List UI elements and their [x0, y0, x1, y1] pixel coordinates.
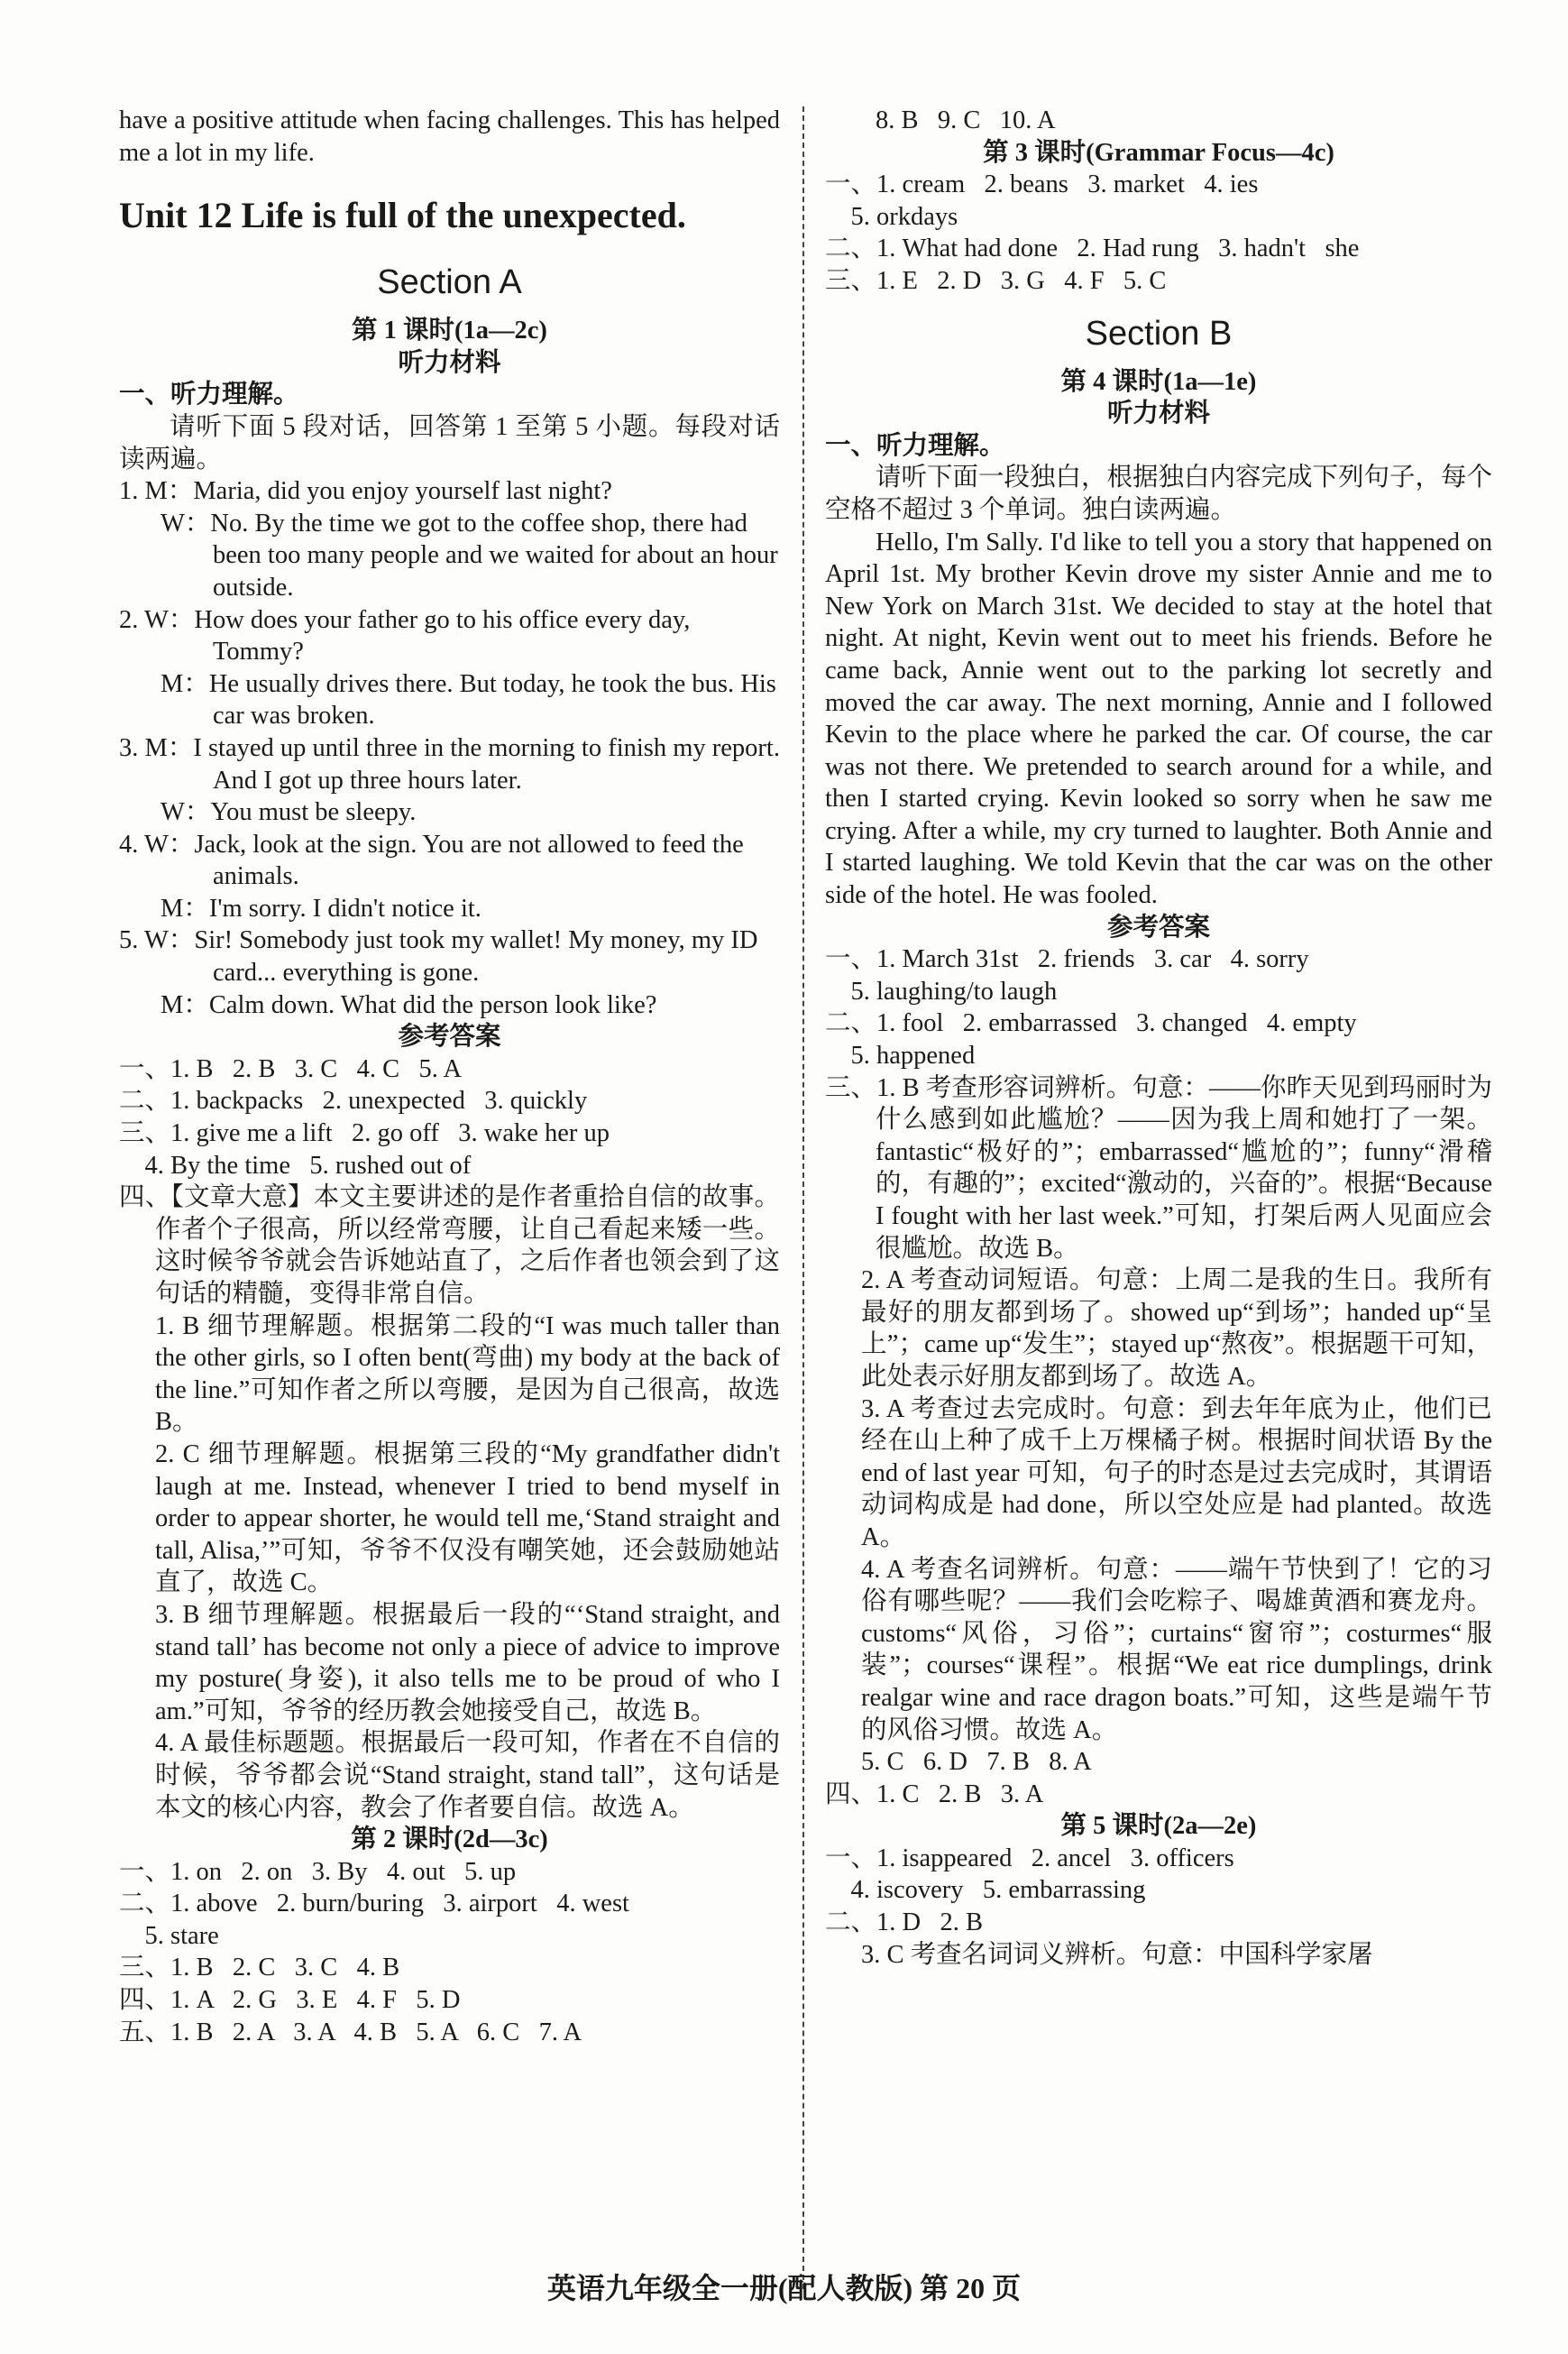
answer-row: 4. By the time 5. rushed out of: [119, 1151, 472, 1180]
answer-row: 三、1. E 2. D 3. G 4. F 5. C: [825, 266, 1167, 295]
answers-heading: 参考答案: [398, 1023, 501, 1052]
answer-row: 5. C 6. D 7. B 8. A: [861, 1748, 1092, 1777]
answer-row: 5. happened: [825, 1042, 976, 1071]
part1-heading: 一、听力理解。: [825, 431, 1005, 460]
lesson-5-title: 第 5 课时(2a—2e): [1060, 1812, 1257, 1841]
section-b-title: Section B: [1085, 314, 1233, 353]
explanation-item: 4. A 考查名词辨析。句意：——端午节快到了！它的习俗有哪些呢？——我们会吃粽子、喝雄黄酒和赛龙舟。customs“风俗，习俗”；curtains“窗帘”；costurmes“服装”；courses“课程”。根据“We eat rice dumplings, drink realgar wine and race dragon boats.”可知，这些是端午节的风俗习惯。故选 A。: [861, 1555, 1492, 1744]
answer-row: 三、1. give me a lift 2. go off 3. wake her up: [119, 1119, 610, 1148]
explanation-item: 三、1. B 考查形容词辨析。句意：——你昨天见到玛丽时为什么感到如此尴尬？——因为我上周和她打了一架。fantastic“极好的”；embarrassed“尴尬的”；funny“滑稽的，有趣的”；excited“激动的，兴奋的”。根据“Because I fought with her last week.”可知，打架后两人见面应会很尴尬。故选 B。: [825, 1073, 1492, 1263]
listening-material-heading: 听力材料: [398, 348, 501, 377]
answer-row: 一、1. cream 2. beans 3. market 4. ies: [825, 170, 1259, 199]
dialog-line: 4. W：Jack, look at the sign. You are not allowed to feed the animals.: [119, 830, 744, 891]
answer-row: 三、1. B 2. C 3. C 4. B: [119, 1954, 400, 1982]
answer-row: 五、1. B 2. A 3. A 4. B 5. A 6. C 7. A: [119, 2018, 582, 2046]
answer-row: 一、1. March 31st 2. friends 3. car 4. sorry: [825, 945, 1309, 974]
dialog-line: M：Calm down. What did the person look like?: [160, 990, 657, 1019]
intro-text: have a positive attitude when facing challenges. This has helped me a lot in my life.: [119, 106, 780, 167]
right-column: [825, 105, 1492, 1971]
lesson-3-title: 第 3 课时(Grammar Focus—4c): [983, 138, 1334, 167]
lesson-4-title: 第 4 课时(1a—1e): [1060, 367, 1257, 396]
listening-material-heading: 听力材料: [1106, 400, 1210, 428]
page-footer: 英语九年级全一册(配人教版) 第 20 页: [546, 2272, 1022, 2304]
explanation-item: 3. A 考查过去完成时。句意：到去年年底为止，他们已经在山上种了成千上万棵橘子树。根据时间状语 By the end of last year 可知，句子的时态是过去完成时，其谓语动词构成是 had done，所以空处应是 had planted。故选 A。: [861, 1394, 1492, 1551]
explanation-item: 3. B 细节理解题。根据最后一段的“‘Stand straight, and stand tall’ has become not only a piece of advice to improve my posture(身姿), it also tells me to be proud of who I am.”可知，爷爷的经历教会她接受自己，故选 B。: [155, 1600, 780, 1725]
dialog-line: 1. M：Maria, did you enjoy yourself last night?: [119, 477, 612, 506]
monologue-text: Hello, I'm Sally. I'd like to tell you a story that happened on April 1st. My brother Kevin drove my sister Annie and me to New York on March 31st. We decided to stay at the hotel that night. At night, Kevin went out to meet his friends. Before he came back, Annie went out to the parking lot secretly and moved the car away. The next morning, Annie and I followed Kevin to the place where he parked the car. Of course, the car was not there. We pretended to search around for a while, and then I started crying. Kevin looked so sorry when he saw me crying. After a while, my cry turned to laughter. Both Annie and I started laughing. We told Kevin that the car was on the other side of the hotel. He was fooled.: [825, 528, 1492, 910]
answer-row: 四、1. C 2. B 3. A: [825, 1779, 1044, 1808]
explanation-item: 1. B 细节理解题。根据第二段的“I was much taller than the other girls, so I often bent(弯曲) my body at the back of the line.”可知作者之所以弯腰，是因为自己很高，故选 B。: [155, 1311, 780, 1437]
unit-title: Unit 12 Life is full of the unexpected.: [119, 195, 686, 236]
answer-row: 4. iscovery 5. embarrassing: [825, 1876, 1146, 1905]
part1-heading: 一、听力理解。: [119, 381, 299, 409]
part1-instructions: 请听下面一段独白，根据独白内容完成下列句子，每个空格不超过 3 个单词。独白读两遍。: [825, 464, 1493, 524]
lesson-2-title: 第 2 课时(2d—3c): [351, 1825, 548, 1854]
answer-row: 5. laughing/to laugh: [825, 977, 1058, 1006]
answer-row: 5. stare: [119, 1921, 219, 1950]
article-summary: 四、【文章大意】本文主要讲述的是作者重拾自信的故事。作者个子很高，所以经常弯腰，让自己看起来矮一些。这时候爷爷就会告诉她站直了，之后作者也领会到了这句话的精髓，变得非常自信。: [119, 1183, 780, 1308]
section-a-title: Section A: [377, 263, 522, 302]
answer-row: 二、1. above 2. burn/buring 3. airport 4. west: [119, 1890, 629, 1918]
answer-row: 一、1. B 2. B 3. C 4. C 5. A: [119, 1054, 463, 1083]
explanation-item: 2. A 考查动词短语。句意：上周二是我的生日。我所有最好的朋友都到场了。showed up“到场”；handed up“呈上”；came up“发生”；stayed up“熬夜”。根据题干可知，此处表示好朋友都到场了。故选 A。: [861, 1266, 1492, 1391]
dialog-line: 2. W：How does your father go to his office every day, Tommy?: [119, 605, 691, 667]
left-column: [119, 105, 780, 2048]
answer-row: 二、1. backpacks 2. unexpected 3. quickly: [119, 1087, 588, 1116]
answer-row: 一、1. on 2. on 3. By 4. out 5. up: [119, 1857, 517, 1886]
dialog-line: W：No. By the time we got to the coffee shop, there had been too many people and we waited for about an hour outside.: [160, 509, 778, 602]
answer-row: 二、1. What had done 2. Had rung 3. hadn't she: [825, 234, 1360, 263]
answer-row: 二、1. fool 2. embarrassed 3. changed 4. empty: [825, 1009, 1357, 1038]
explanation-item: 2. C 细节理解题。根据第三段的“My grandfather didn't laugh at me. Instead, whenever I tried to bend myself in order to appear shorter, he would tell me,‘Stand straight and tall, Alisa,’”可知，爷爷不仅没有嘲笑她，还会鼓励她站直了，故选 C。: [155, 1439, 780, 1597]
dialog-line: 5. W：Sir! Somebody just took my wallet! My money, my ID card... everything is gone.: [119, 926, 758, 988]
lesson-1-title: 第 1 课时(1a—2c): [352, 317, 547, 345]
dialog-line: M：He usually drives there. But today, he took the bus. His car was broken.: [160, 669, 776, 731]
answer-row: 8. B 9. C 10. A: [876, 106, 1056, 134]
answer-row: 四、1. A 2. G 3. E 4. F 5. D: [119, 1986, 461, 2015]
column-divider: [802, 106, 804, 2289]
answer-row: 一、1. isappeared 2. ancel 3. officers: [825, 1844, 1234, 1872]
explanation-item: 4. A 最佳标题题。根据最后一段可知，作者在不自信的时候，爷爷都会说“Stand straight, stand tall”，这句话是本文的核心内容，教会了作者要自信。故选 A。: [155, 1729, 780, 1822]
explanation-item: 3. C 考查名词词义辨析。句意：中国科学家屠: [861, 1940, 1373, 1969]
part1-instructions: 请听下面 5 段对话，回答第 1 至第 5 小题。每段对话读两遍。: [119, 412, 780, 474]
dialog-line: W：You must be sleepy.: [160, 798, 417, 827]
dialog-line: 3. M：I stayed up until three in the morning to finish my report. And I got up three hours later.: [119, 733, 780, 795]
answers-heading: 参考答案: [1106, 913, 1210, 942]
dialog-line: M：I'm sorry. I didn't notice it.: [160, 894, 481, 923]
answer-row: 二、1. D 2. B: [825, 1908, 983, 1937]
answer-row: 5. orkdays: [825, 202, 958, 231]
